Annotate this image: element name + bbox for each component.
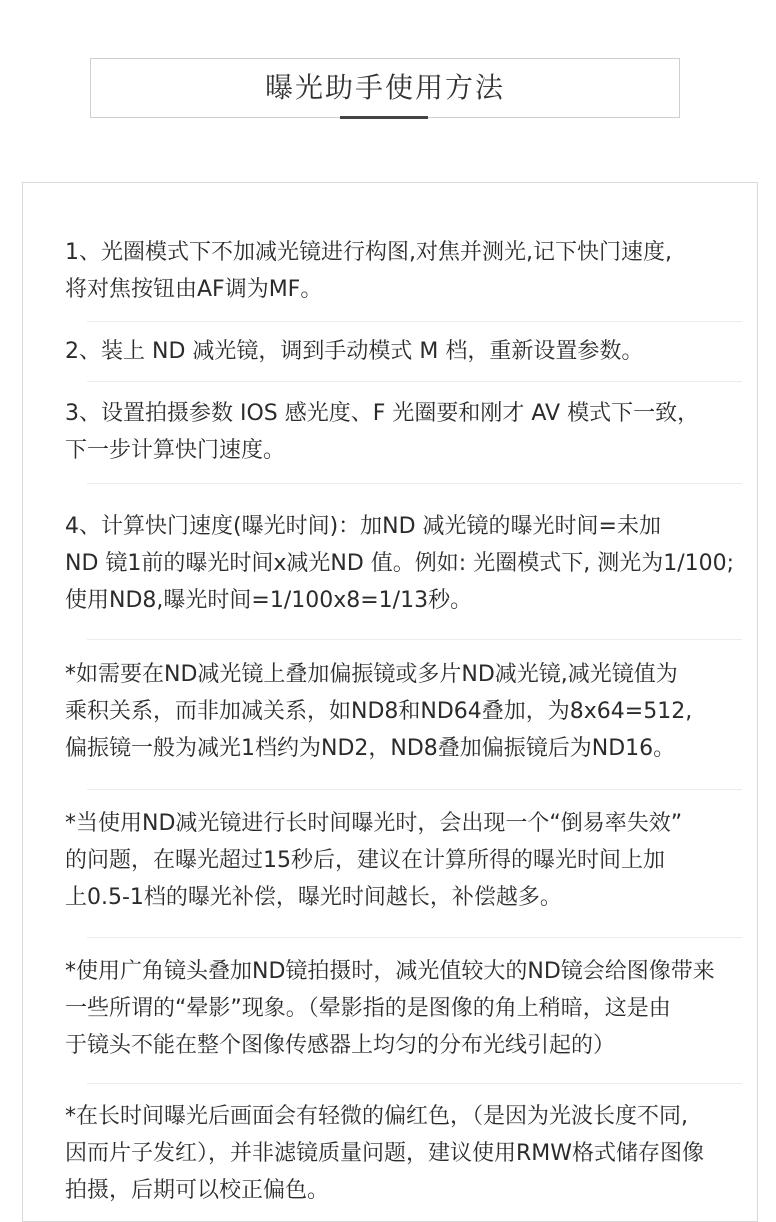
- divider: [87, 321, 742, 322]
- page-title: 曝光助手使用方法: [264, 71, 505, 104]
- instruction-step-1: 1、光圈模式下不加减光镜进行构图,对焦并测光,记下快门速度, 将对焦按钮由AF调为MF。: [65, 240, 672, 302]
- note-stacking-filters: *如需要在ND减光镜上叠加偏振镜或多片ND减光镜,减光镜值为 乘积关系，而非加减关系，如ND8和ND64叠加，为8x64=512, 偏振镜一般为减光1档约为ND2，ND8叠加偏振镜后为ND16。: [65, 662, 693, 761]
- title-box: [90, 58, 680, 118]
- divider: [87, 381, 742, 382]
- title-underline: [340, 116, 428, 119]
- divider: [87, 789, 742, 790]
- divider: [87, 483, 742, 484]
- note-vignetting: *使用广角镜头叠加ND镜拍摄时，减光值较大的ND镜会给图像带来 一些所谓的“晕影”现象。（晕影指的是图像的角上稍暗，这是由 于镜头不能在整个图像传感器上均匀的分布光线引起的）: [65, 959, 715, 1058]
- note-reciprocity-failure: *当使用ND减光镜进行长时间曝光时，会出现一个“倒易率失效” 的问题，在曝光超过15秒后，建议在计算所得的曝光时间上加 上0.5-1档的曝光补偿，曝光时间越长，补偿越多。: [65, 811, 683, 910]
- instruction-step-3: 3、设置拍摄参数 IOS 感光度、F 光圈要和刚才 AV 模式下一致， 下一步计算快门速度。: [65, 401, 700, 463]
- divider: [87, 937, 742, 938]
- instruction-step-4: 4、计算快门速度(曝光时间)：加ND 减光镜的曝光时间=未加 ND 镜1前的曝光时间x减光ND 值。例如: 光圈模式下, 测光为1/100; 使用ND8,曝光时间=1/100x8=1/13秒。: [65, 514, 735, 613]
- divider: [87, 639, 742, 640]
- divider: [87, 1083, 742, 1084]
- instructions-panel: [22, 182, 758, 1222]
- note-color-cast: *在长时间曝光后画面会有轻微的偏红色，（是因为光波长度不同, 因而片子发红），并非滤镜质量问题，建议使用RMW格式储存图像 拍摄，后期可以校正偏色。: [65, 1104, 705, 1203]
- instruction-step-2: 2、装上 ND 减光镜，调到手动模式 M 档，重新设置参数。: [65, 339, 644, 364]
